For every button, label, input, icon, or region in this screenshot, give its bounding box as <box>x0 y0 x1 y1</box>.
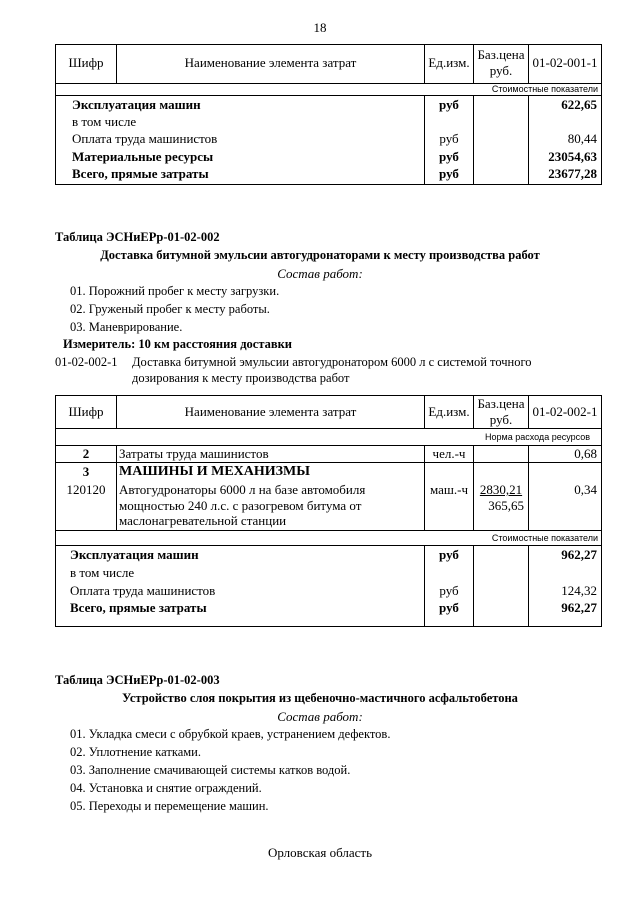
page-footer: Орловская область <box>267 845 373 860</box>
table-title: Таблица ЭСНиЕРр-01-02-003 <box>55 673 220 687</box>
item-code: 01-02-002-1 <box>55 355 118 369</box>
row-value: 962,27 <box>561 600 597 615</box>
row-value: 23677,28 <box>548 166 597 181</box>
header-base-price-1: Баз.цена <box>477 47 525 62</box>
section-label-cost: Стоимостные показатели <box>491 533 598 543</box>
row-price-base: 2830,21 <box>479 482 523 497</box>
work-item: 03. Маневрирование. <box>70 320 183 334</box>
row-value: 0,68 <box>574 446 597 461</box>
row-name: Эксплуатация машин <box>70 547 199 562</box>
header-name: Наименование элемента затрат <box>184 404 357 419</box>
work-item: 05. Переходы и перемещение машин. <box>70 799 269 813</box>
work-item: 01. Укладка смеси с обрубкой краев, устранением дефектов. <box>70 727 391 741</box>
row-unit: руб <box>439 547 459 562</box>
row-unit: руб <box>439 97 459 112</box>
row-value: 0,34 <box>574 482 597 497</box>
row-unit: руб <box>439 131 459 146</box>
row-value: 622,65 <box>561 97 597 112</box>
header-item-code: 01-02-002-1 <box>532 404 598 419</box>
row-name: Оплата труда машинистов <box>70 583 216 598</box>
row-code: 3 <box>82 464 90 479</box>
work-item: 04. Установка и снятие ограждений. <box>70 781 262 795</box>
item-description: Доставка битумной эмульсии автогудронатором 6000 л с системой точного <box>132 355 532 369</box>
header-code: Шифр <box>68 55 104 70</box>
row-unit: маш.-ч <box>429 482 469 497</box>
row-name: маслонагревательной станции <box>119 513 287 528</box>
row-value: 962,27 <box>561 547 597 562</box>
header-unit: Ед.изм. <box>428 55 470 70</box>
header-base-price-1: Баз.цена <box>477 396 525 411</box>
row-price-current: 365,65 <box>488 498 524 513</box>
header-base-price-2: руб. <box>489 412 513 427</box>
row-name: Эксплуатация машин <box>72 97 201 112</box>
header-code: Шифр <box>68 404 104 419</box>
table-title: Таблица ЭСНиЕРр-01-02-002 <box>55 230 220 244</box>
row-unit: руб <box>439 583 459 598</box>
meter: Измеритель: 10 км расстояния доставки <box>63 337 293 351</box>
page-number: 18 <box>313 20 327 35</box>
works-label: Состав работ: <box>277 266 363 281</box>
row-unit: руб <box>439 600 459 615</box>
row-value: 23054,63 <box>548 149 597 164</box>
row-name: Оплата труда машинистов <box>72 131 218 146</box>
row-unit: руб <box>439 149 459 164</box>
row-name: Материальные ресурсы <box>72 149 214 164</box>
row-name: Всего, прямые затраты <box>72 166 209 181</box>
header-item-code: 01-02-001-1 <box>532 55 598 70</box>
row-unit: руб <box>439 166 459 181</box>
row-name: в том числе <box>70 565 135 580</box>
section-label-cost: Стоимостные показатели <box>491 84 598 94</box>
work-item: 02. Груженый пробег к месту работы. <box>70 302 270 316</box>
item-description: дозирования к месту производства работ <box>132 371 350 385</box>
header-unit: Ед.изм. <box>428 404 470 419</box>
work-item: 03. Заполнение смачивающей системы катков водой. <box>70 763 351 777</box>
row-name: Всего, прямые затраты <box>70 600 207 615</box>
work-item: 02. Уплотнение катками. <box>70 745 201 759</box>
table-subtitle: Доставка битумной эмульсии автогудронаторами к месту производства работ <box>100 248 540 262</box>
row-name: мощностью 240 л.с. с разогревом битума от <box>119 498 362 513</box>
row-name: в том числе <box>72 114 137 129</box>
header-name: Наименование элемента затрат <box>184 55 357 70</box>
section-label-norm: Норма расхода ресурсов <box>485 432 590 442</box>
row-value: 124,32 <box>561 583 597 598</box>
table-subtitle: Устройство слоя покрытия из щебеночно-мастичного асфальтобетона <box>122 691 518 705</box>
section-machines: МАШИНЫ И МЕХАНИЗМЫ <box>119 464 311 479</box>
row-code: 120120 <box>66 482 106 497</box>
header-base-price-2: руб. <box>489 63 513 78</box>
works-label: Состав работ: <box>277 709 363 724</box>
row-code: 2 <box>82 446 90 461</box>
work-item: 01. Порожний пробег к месту загрузки. <box>70 284 280 298</box>
row-name: Автогудронаторы 6000 л на базе автомобиля <box>119 482 366 497</box>
row-unit: чел.-ч <box>432 446 466 461</box>
row-value: 80,44 <box>567 131 597 146</box>
row-name: Затраты труда машинистов <box>119 446 269 461</box>
